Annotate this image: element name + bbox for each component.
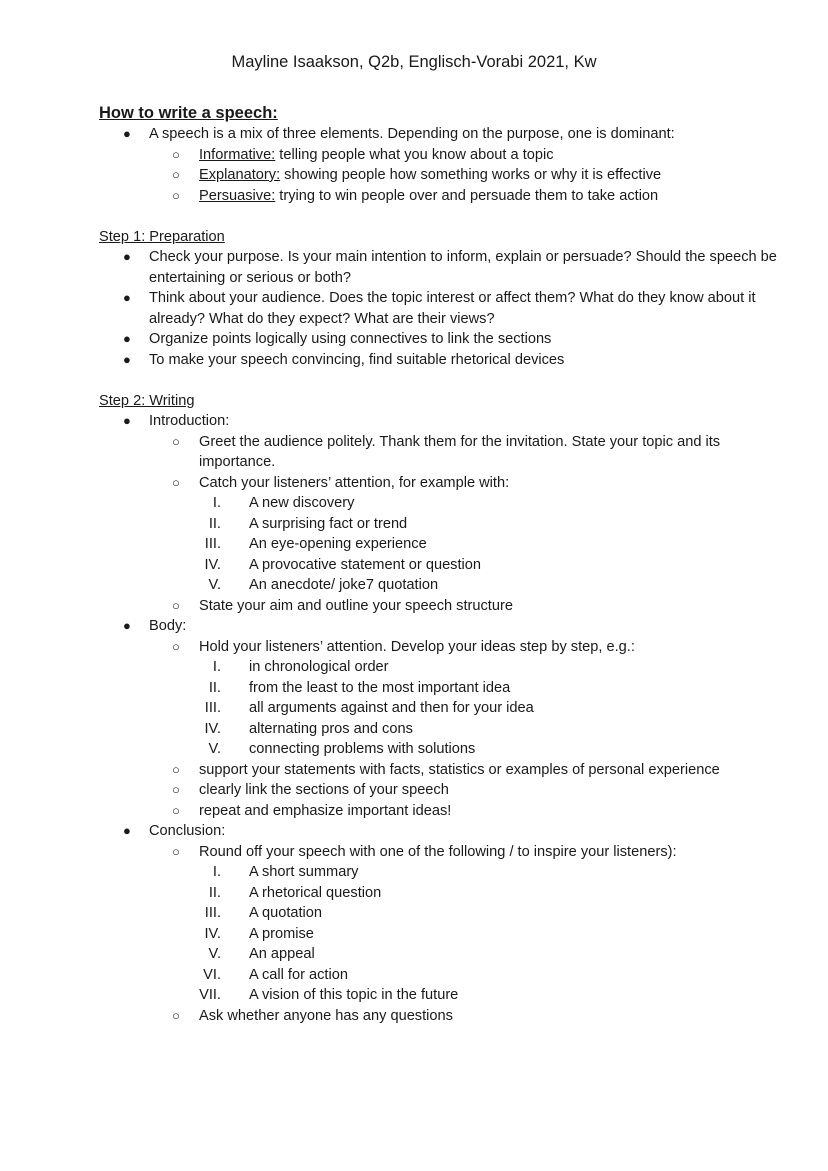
- speech-type-term: Informative:: [199, 146, 276, 163]
- list-item: [99, 555, 799, 576]
- step1-bullet-text: To make your speech convincing, find suitable rhetorical devices: [149, 351, 565, 368]
- list-item-text: A promise: [249, 925, 314, 942]
- list-item-text: An anecdote/ joke7 quotation: [249, 577, 439, 593]
- list-item: [99, 719, 799, 740]
- roman-numeral: IV.: [204, 925, 221, 942]
- list-item-text: An appeal: [249, 946, 315, 962]
- document-header: Mayline Isaakson, Q2b, Englisch-Vorabi 2021, Kw: [231, 53, 597, 71]
- list-item-text: A rhetorical question: [249, 884, 382, 901]
- list-item-text: A surprising fact or trend: [249, 515, 408, 532]
- introduction-greet-text: Greet the audience politely. Thank them for the invitation. State your topic and its importance.: [199, 433, 721, 470]
- list-item: [99, 678, 799, 699]
- list-item: [99, 657, 799, 678]
- bullet-marker: ●: [123, 823, 131, 838]
- step2-heading: Step 2: Writing: [99, 392, 195, 409]
- circle-marker: ○: [172, 433, 180, 449]
- circle-marker: ○: [172, 146, 180, 162]
- speech-type-term: Explanatory:: [199, 167, 281, 183]
- list-item-text: A vision of this topic in the future: [249, 987, 459, 1003]
- circle-marker: ○: [172, 474, 180, 490]
- body-support-text: support your statements with facts, statistics or examples of personal experience: [199, 761, 720, 778]
- body-link: [99, 780, 799, 801]
- list-item-text: connecting problems with solutions: [249, 741, 476, 757]
- bullet-marker: ●: [123, 351, 131, 367]
- body-hold: [99, 637, 799, 658]
- introduction-bullet: [99, 411, 799, 432]
- speech-type-text: telling people what you know about a topic: [275, 146, 554, 163]
- step1-bullet: [99, 288, 799, 329]
- bullet-marker: ●: [123, 126, 131, 141]
- body-hold-text: Hold your listeners’ attention. Develop your ideas step by step, e.g.:: [199, 638, 635, 655]
- roman-numeral: VII.: [199, 987, 221, 1003]
- intro-text: A speech is a mix of three elements. Depending on the purpose, one is dominant:: [149, 126, 675, 142]
- list-item: [99, 985, 799, 1006]
- conclusion-label: Conclusion:: [149, 823, 226, 839]
- roman-numeral: III.: [204, 700, 221, 716]
- circle-marker: ○: [172, 187, 180, 203]
- list-item: [99, 944, 799, 965]
- speech-type-persuasive: [99, 186, 799, 207]
- list-item: [99, 493, 799, 514]
- body-link-text: clearly link the sections of your speech: [199, 782, 449, 798]
- list-item: [99, 862, 799, 883]
- roman-numeral: IV.: [204, 556, 221, 573]
- roman-numeral: V.: [208, 741, 221, 757]
- conclusion-bullet: [99, 821, 799, 842]
- step1-bullet-text: Check your purpose. Is your main intention to inform, explain or persuade? Should the speech be entertaining or serious or both?: [149, 249, 777, 286]
- intro-bullet: [99, 124, 799, 145]
- speech-type-text: showing people how something works or why it is effective: [280, 167, 662, 183]
- roman-numeral: II.: [208, 884, 221, 901]
- list-item-text: all arguments against and then for your idea: [249, 700, 534, 716]
- body-label: Body:: [149, 618, 187, 634]
- list-item-text: A call for action: [249, 966, 348, 983]
- bullet-marker: ●: [123, 249, 131, 264]
- circle-marker: ○: [172, 167, 180, 182]
- roman-numeral: I.: [212, 495, 221, 511]
- document-title: How to write a speech:: [99, 104, 278, 122]
- step1-heading: Step 1: Preparation: [99, 228, 225, 245]
- list-item: [99, 739, 799, 760]
- list-item-text: A quotation: [249, 905, 323, 921]
- speech-type-explanatory: [99, 165, 799, 186]
- roman-numeral: V.: [208, 577, 221, 593]
- speech-type-text: trying to win people over and persuade them to take action: [275, 187, 659, 204]
- circle-marker: ○: [172, 597, 180, 613]
- roman-numeral: III.: [204, 536, 221, 552]
- list-item: [99, 965, 799, 986]
- conclusion-round: [99, 842, 799, 863]
- roman-numeral: VI.: [203, 966, 221, 983]
- introduction-aim: [99, 596, 799, 617]
- list-item: [99, 575, 799, 596]
- list-item-text: alternating pros and cons: [249, 720, 413, 737]
- step1-bullet-text: Organize points logically using connectives to link the sections: [149, 331, 552, 347]
- circle-marker: ○: [172, 1007, 180, 1023]
- circle-marker: ○: [172, 761, 180, 777]
- roman-numeral: I.: [212, 659, 221, 675]
- roman-numeral: I.: [212, 864, 221, 880]
- list-item-text: A new discovery: [249, 495, 355, 511]
- list-item-text: A provocative statement or question: [249, 556, 482, 573]
- list-item-text: A short summary: [249, 864, 359, 880]
- introduction-catch: [99, 473, 799, 494]
- list-item-text: An eye-opening experience: [249, 536, 427, 552]
- list-item-text: from the least to the most important idea: [249, 679, 511, 696]
- introduction-greet: [99, 432, 799, 473]
- bullet-marker: ●: [123, 331, 131, 346]
- conclusion-ask: [99, 1006, 799, 1027]
- bullet-marker: ●: [123, 290, 131, 305]
- circle-marker: ○: [172, 843, 180, 859]
- body-support: [99, 760, 799, 781]
- conclusion-ask-text: Ask whether anyone has any questions: [199, 1007, 453, 1024]
- list-item: [99, 924, 799, 945]
- step1-bullet: [99, 350, 799, 371]
- speech-type-informative: [99, 145, 799, 166]
- introduction-catch-text: Catch your listeners’ attention, for example with:: [199, 474, 510, 491]
- list-item: [99, 514, 799, 535]
- list-item: [99, 883, 799, 904]
- bullet-marker: ●: [123, 413, 131, 428]
- step1-bullet: [99, 247, 799, 288]
- speech-type-term: Persuasive:: [199, 187, 276, 204]
- introduction-label: Introduction:: [149, 413, 230, 429]
- introduction-aim-text: State your aim and outline your speech structure: [199, 597, 513, 614]
- step1-bullet-text: Think about your audience. Does the topic interest or affect them? What do they know about it already? What do they expect? What are their views?: [149, 290, 756, 327]
- roman-numeral: IV.: [204, 720, 221, 737]
- conclusion-round-text: Round off your speech with one of the following / to inspire your listeners):: [199, 843, 677, 860]
- body-bullet: [99, 616, 799, 637]
- step1-bullet: [99, 329, 799, 350]
- list-item: [99, 903, 799, 924]
- circle-marker: ○: [172, 802, 180, 818]
- body-repeat: [99, 801, 799, 822]
- list-item-text: in chronological order: [249, 659, 389, 675]
- circle-marker: ○: [172, 638, 180, 654]
- list-item: [99, 534, 799, 555]
- list-item: [99, 698, 799, 719]
- roman-numeral: II.: [208, 515, 221, 532]
- bullet-marker: ●: [123, 618, 131, 633]
- roman-numeral: V.: [208, 946, 221, 962]
- document-content: [99, 102, 799, 1026]
- body-repeat-text: repeat and emphasize important ideas!: [199, 802, 452, 819]
- circle-marker: ○: [172, 782, 180, 797]
- roman-numeral: III.: [204, 905, 221, 921]
- roman-numeral: II.: [208, 679, 221, 696]
